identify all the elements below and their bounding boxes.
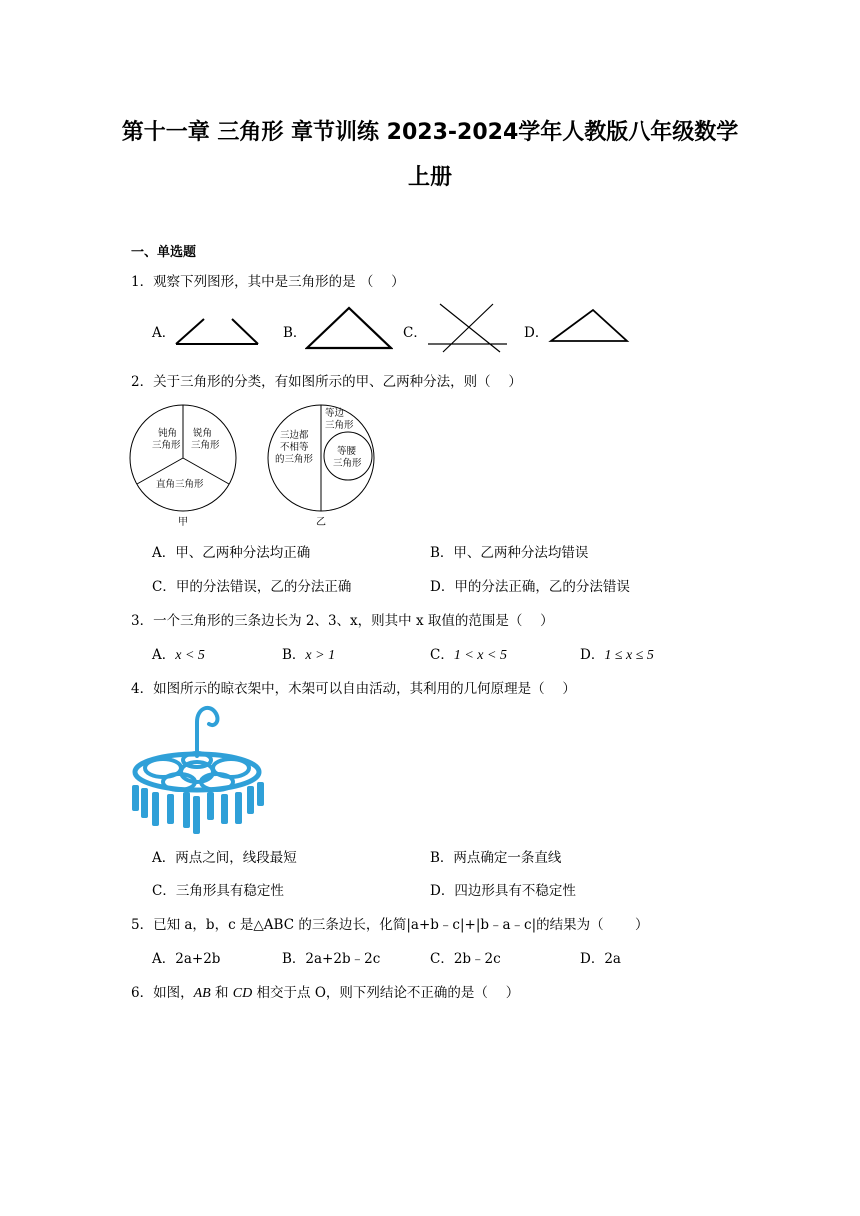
jia-circle-diagram bbox=[130, 405, 236, 511]
q1-figure-a bbox=[174, 314, 260, 346]
q3-option-c-math: 1 < x < 5 bbox=[453, 648, 507, 663]
jia-right-label: 直角三角形 bbox=[156, 479, 204, 490]
question-4-stem: 4．如图所示的晾衣架中，木架可以自由活动，其利用的几何原理是（ ） bbox=[131, 681, 576, 697]
yi-equilateral-line1: 等边 bbox=[325, 408, 345, 419]
q4-option-c: C．三角形具有稳定性 bbox=[152, 883, 284, 899]
q3-option-c-label: C． bbox=[430, 647, 454, 663]
q3-option-c bbox=[430, 643, 507, 664]
q2-option-b: B．甲、乙两种分法均错误 bbox=[430, 545, 589, 561]
jia-obtuse-line1: 钝角 bbox=[158, 428, 178, 439]
yi-scalene-line2: 不相等 bbox=[280, 442, 309, 453]
yi-isosceles-line2: 三角形 bbox=[333, 458, 362, 469]
q3-option-d-label: D． bbox=[580, 647, 605, 663]
q2-option-d: D．甲的分法正确，乙的分法错误 bbox=[430, 579, 630, 595]
q5-option-a: A．2a+2b bbox=[152, 951, 221, 967]
q4-option-d: D．四边形具有不稳定性 bbox=[430, 883, 576, 899]
classification-figure bbox=[126, 398, 396, 530]
q5-option-c: C．2b﹣2c bbox=[430, 951, 501, 967]
q1-figure-c bbox=[425, 302, 511, 354]
yi-scalene-line1: 三边都 bbox=[280, 430, 309, 441]
jia-obtuse-line2: 三角形 bbox=[152, 440, 181, 451]
q3-option-b bbox=[282, 643, 335, 664]
q2-option-c: C．甲的分法错误，乙的分法正确 bbox=[152, 579, 352, 595]
q3-option-d-math: 1 ≤ x ≤ 5 bbox=[604, 648, 654, 663]
document-title-line2: 上册 bbox=[407, 165, 452, 190]
q6-stem-mid: 和 bbox=[210, 985, 233, 1001]
q1-option-a-label: A． bbox=[152, 325, 176, 341]
yi-isosceles-line1: 等腰 bbox=[337, 446, 357, 457]
question-5-stem: 5．已知 a，b，c 是△ABC 的三条边长，化简|a+b﹣c|+|b﹣a﹣c|的结果为（ ） bbox=[131, 917, 649, 933]
question-2-stem: 2．关于三角形的分类，有如图所示的甲、乙两种分法，则（ ） bbox=[131, 374, 522, 390]
q3-option-d bbox=[580, 643, 654, 664]
q6-math-ab: AB bbox=[193, 986, 211, 1001]
q4-option-b: B．两点确定一条直线 bbox=[430, 850, 562, 866]
jia-acute-line1: 锐角 bbox=[193, 428, 213, 439]
yi-equilateral-line2: 三角形 bbox=[325, 420, 354, 431]
yi-circle-diagram bbox=[268, 405, 374, 511]
q3-option-b-math: x > 1 bbox=[305, 648, 336, 663]
question-3-stem: 3．一个三角形的三条边长为 2、3、x，则其中 x 取值的范围是（ ） bbox=[131, 613, 554, 629]
section-heading: 一、单选题 bbox=[131, 245, 197, 260]
q3-option-a-label: A． bbox=[152, 647, 176, 663]
document-title: 第十一章 三角形 章节训练 2023-2024学年人教版八年级数学 bbox=[121, 120, 739, 145]
question-6-stem bbox=[131, 981, 519, 1002]
q5-option-b: B．2a+2b﹣2c bbox=[282, 951, 381, 967]
q1-figure-d bbox=[547, 307, 631, 343]
q3-option-a bbox=[152, 643, 205, 664]
q6-stem-pre: 6．如图， bbox=[131, 985, 194, 1001]
q4-option-a: A．两点之间，线段最短 bbox=[152, 850, 297, 866]
question-1-stem: 1．观察下列图形，其中是三角形的是 （ ） bbox=[131, 274, 405, 290]
yi-caption: 乙 bbox=[316, 517, 326, 528]
q1-figure-b bbox=[305, 305, 393, 350]
q2-option-a: A．甲、乙两种分法均正确 bbox=[152, 545, 311, 561]
jia-caption: 甲 bbox=[178, 517, 188, 528]
q5-option-d: D．2a bbox=[580, 951, 621, 967]
q1-option-b-label: B． bbox=[283, 325, 307, 341]
yi-scalene-line3: 的三角形 bbox=[275, 454, 314, 465]
q6-math-cd: CD bbox=[232, 986, 253, 1001]
q3-option-a-math: x < 5 bbox=[175, 648, 205, 663]
q6-stem-post: 相交于点 O，则下列结论不正确的是（ ） bbox=[252, 985, 520, 1001]
jia-acute-line2: 三角形 bbox=[191, 440, 220, 451]
q3-option-b-label: B． bbox=[282, 647, 306, 663]
q1-option-d-label: D． bbox=[524, 325, 549, 341]
q1-option-c-label: C． bbox=[403, 325, 427, 341]
clothes-hanger-image bbox=[127, 700, 271, 838]
